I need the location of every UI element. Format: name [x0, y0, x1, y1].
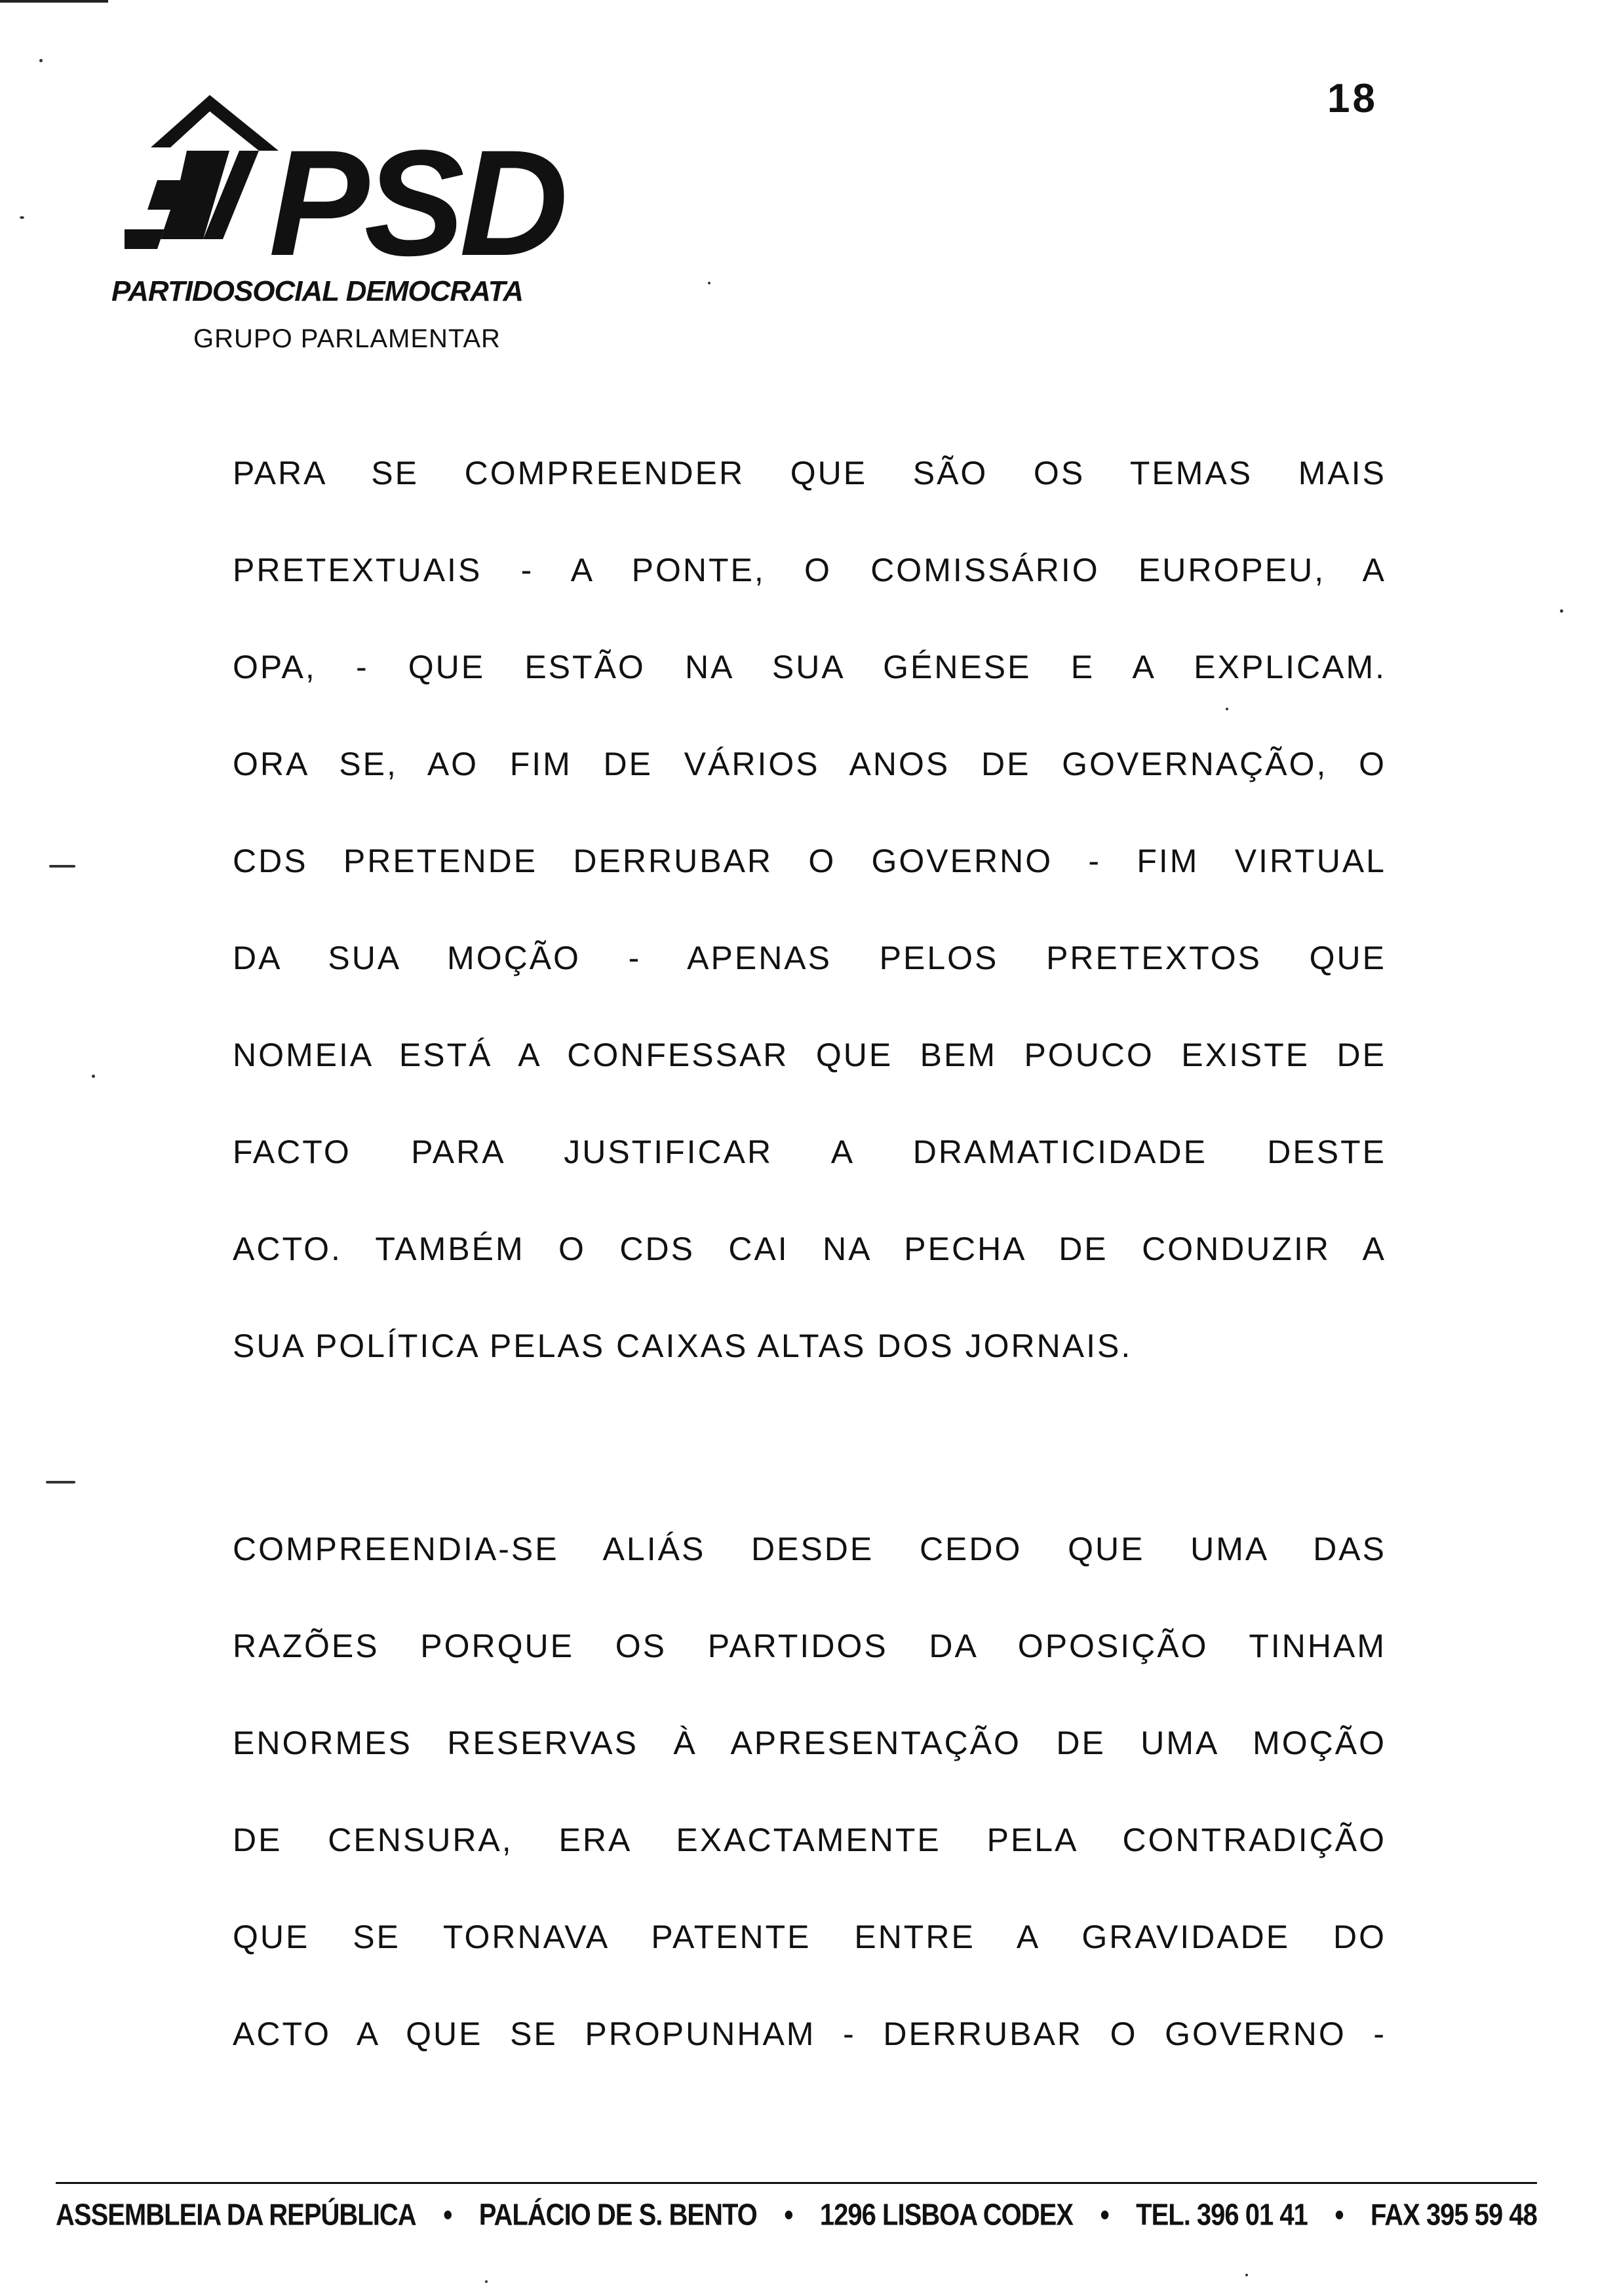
footer-address	[56, 2198, 1537, 2232]
text-line: ACTO. TAMBÉM O CDS CAI NA PECHA DE CONDUZIR A	[233, 1231, 1386, 1267]
footer-fax: FAX 395 59 48	[1371, 2198, 1537, 2232]
text-line: PARA SE COMPREENDER QUE SÃO OS TEMAS MAIS	[233, 455, 1386, 491]
footer-building: PALÁCIO DE S. BENTO	[478, 2198, 757, 2232]
scan-speck	[92, 1075, 95, 1078]
text-line: DE CENSURA, ERA EXACTAMENTE PELA CONTRADIÇÃO	[233, 1822, 1386, 1858]
page-number: 18	[1327, 76, 1378, 121]
footer-separator: •	[1100, 2198, 1109, 2232]
footer-phone: TEL. 396 01 41	[1136, 2198, 1308, 2232]
paragraph-1	[233, 425, 1386, 1394]
scan-speck	[1245, 2274, 1248, 2276]
logo-wordmark: PSD	[269, 119, 563, 287]
text-line: NOMEIA ESTÁ A CONFESSAR QUE BEM POUCO EXISTE DE	[233, 1037, 1386, 1073]
party-name: PARTIDOSOCIAL DEMOCRATA	[111, 275, 524, 307]
scan-speck	[49, 865, 75, 868]
psd-arrow-logo-icon	[125, 88, 288, 259]
parliamentary-group: GRUPO PARLAMENTAR	[193, 324, 501, 353]
footer-institution: ASSEMBLEIA DA REPÚBLICA	[56, 2198, 416, 2232]
text-line: COMPREENDIA-SE ALIÁS DESDE CEDO QUE UMA DAS	[233, 1531, 1386, 1567]
top-edge-rule	[0, 0, 108, 3]
scan-speck	[1560, 609, 1563, 613]
text-line: FACTO PARA JUSTIFICAR A DRAMATICIDADE DESTE	[233, 1134, 1386, 1170]
text-line: SUA POLÍTICA PELAS CAIXAS ALTAS DOS JORNAIS.	[233, 1328, 1133, 1364]
text-line: ENORMES RESERVAS À APRESENTAÇÃO DE UMA MOÇÃO	[233, 1725, 1386, 1761]
scan-speck	[485, 2280, 488, 2283]
psd-logo	[105, 88, 629, 364]
text-line: PRETEXTUAIS - A PONTE, O COMISSÁRIO EUROPEU, A	[233, 552, 1386, 588]
text-line: CDS PRETENDE DERRUBAR O GOVERNO - FIM VIRTUAL	[233, 843, 1386, 879]
footer-separator: •	[443, 2198, 452, 2232]
text-line: ACTO A QUE SE PROPUNHAM - DERRUBAR O GOVERNO -	[233, 2016, 1386, 2052]
scan-speck	[708, 282, 710, 284]
text-line: ORA SE, AO FIM DE VÁRIOS ANOS DE GOVERNAÇÃO, O	[233, 746, 1386, 782]
footer-separator: •	[1334, 2198, 1344, 2232]
text-line: OPA, - QUE ESTÃO NA SUA GÉNESE E A EXPLICAM.	[233, 649, 1386, 685]
scan-speck	[39, 59, 43, 62]
text-line: QUE SE TORNAVA PATENTE ENTRE A GRAVIDADE DO	[233, 1919, 1386, 1955]
text-line: DA SUA MOÇÃO - APENAS PELOS PRETEXTOS QUE	[233, 940, 1386, 976]
footer-rule	[56, 2182, 1537, 2184]
scan-speck	[46, 1481, 75, 1483]
paragraph-2	[233, 1501, 1386, 2082]
footer-separator: •	[784, 2198, 793, 2232]
scan-speck	[20, 216, 24, 219]
text-line: RAZÕES PORQUE OS PARTIDOS DA OPOSIÇÃO TINHAM	[233, 1628, 1386, 1664]
scan-speck	[1226, 708, 1228, 710]
footer-city: 1296 LISBOA CODEX	[819, 2198, 1074, 2232]
